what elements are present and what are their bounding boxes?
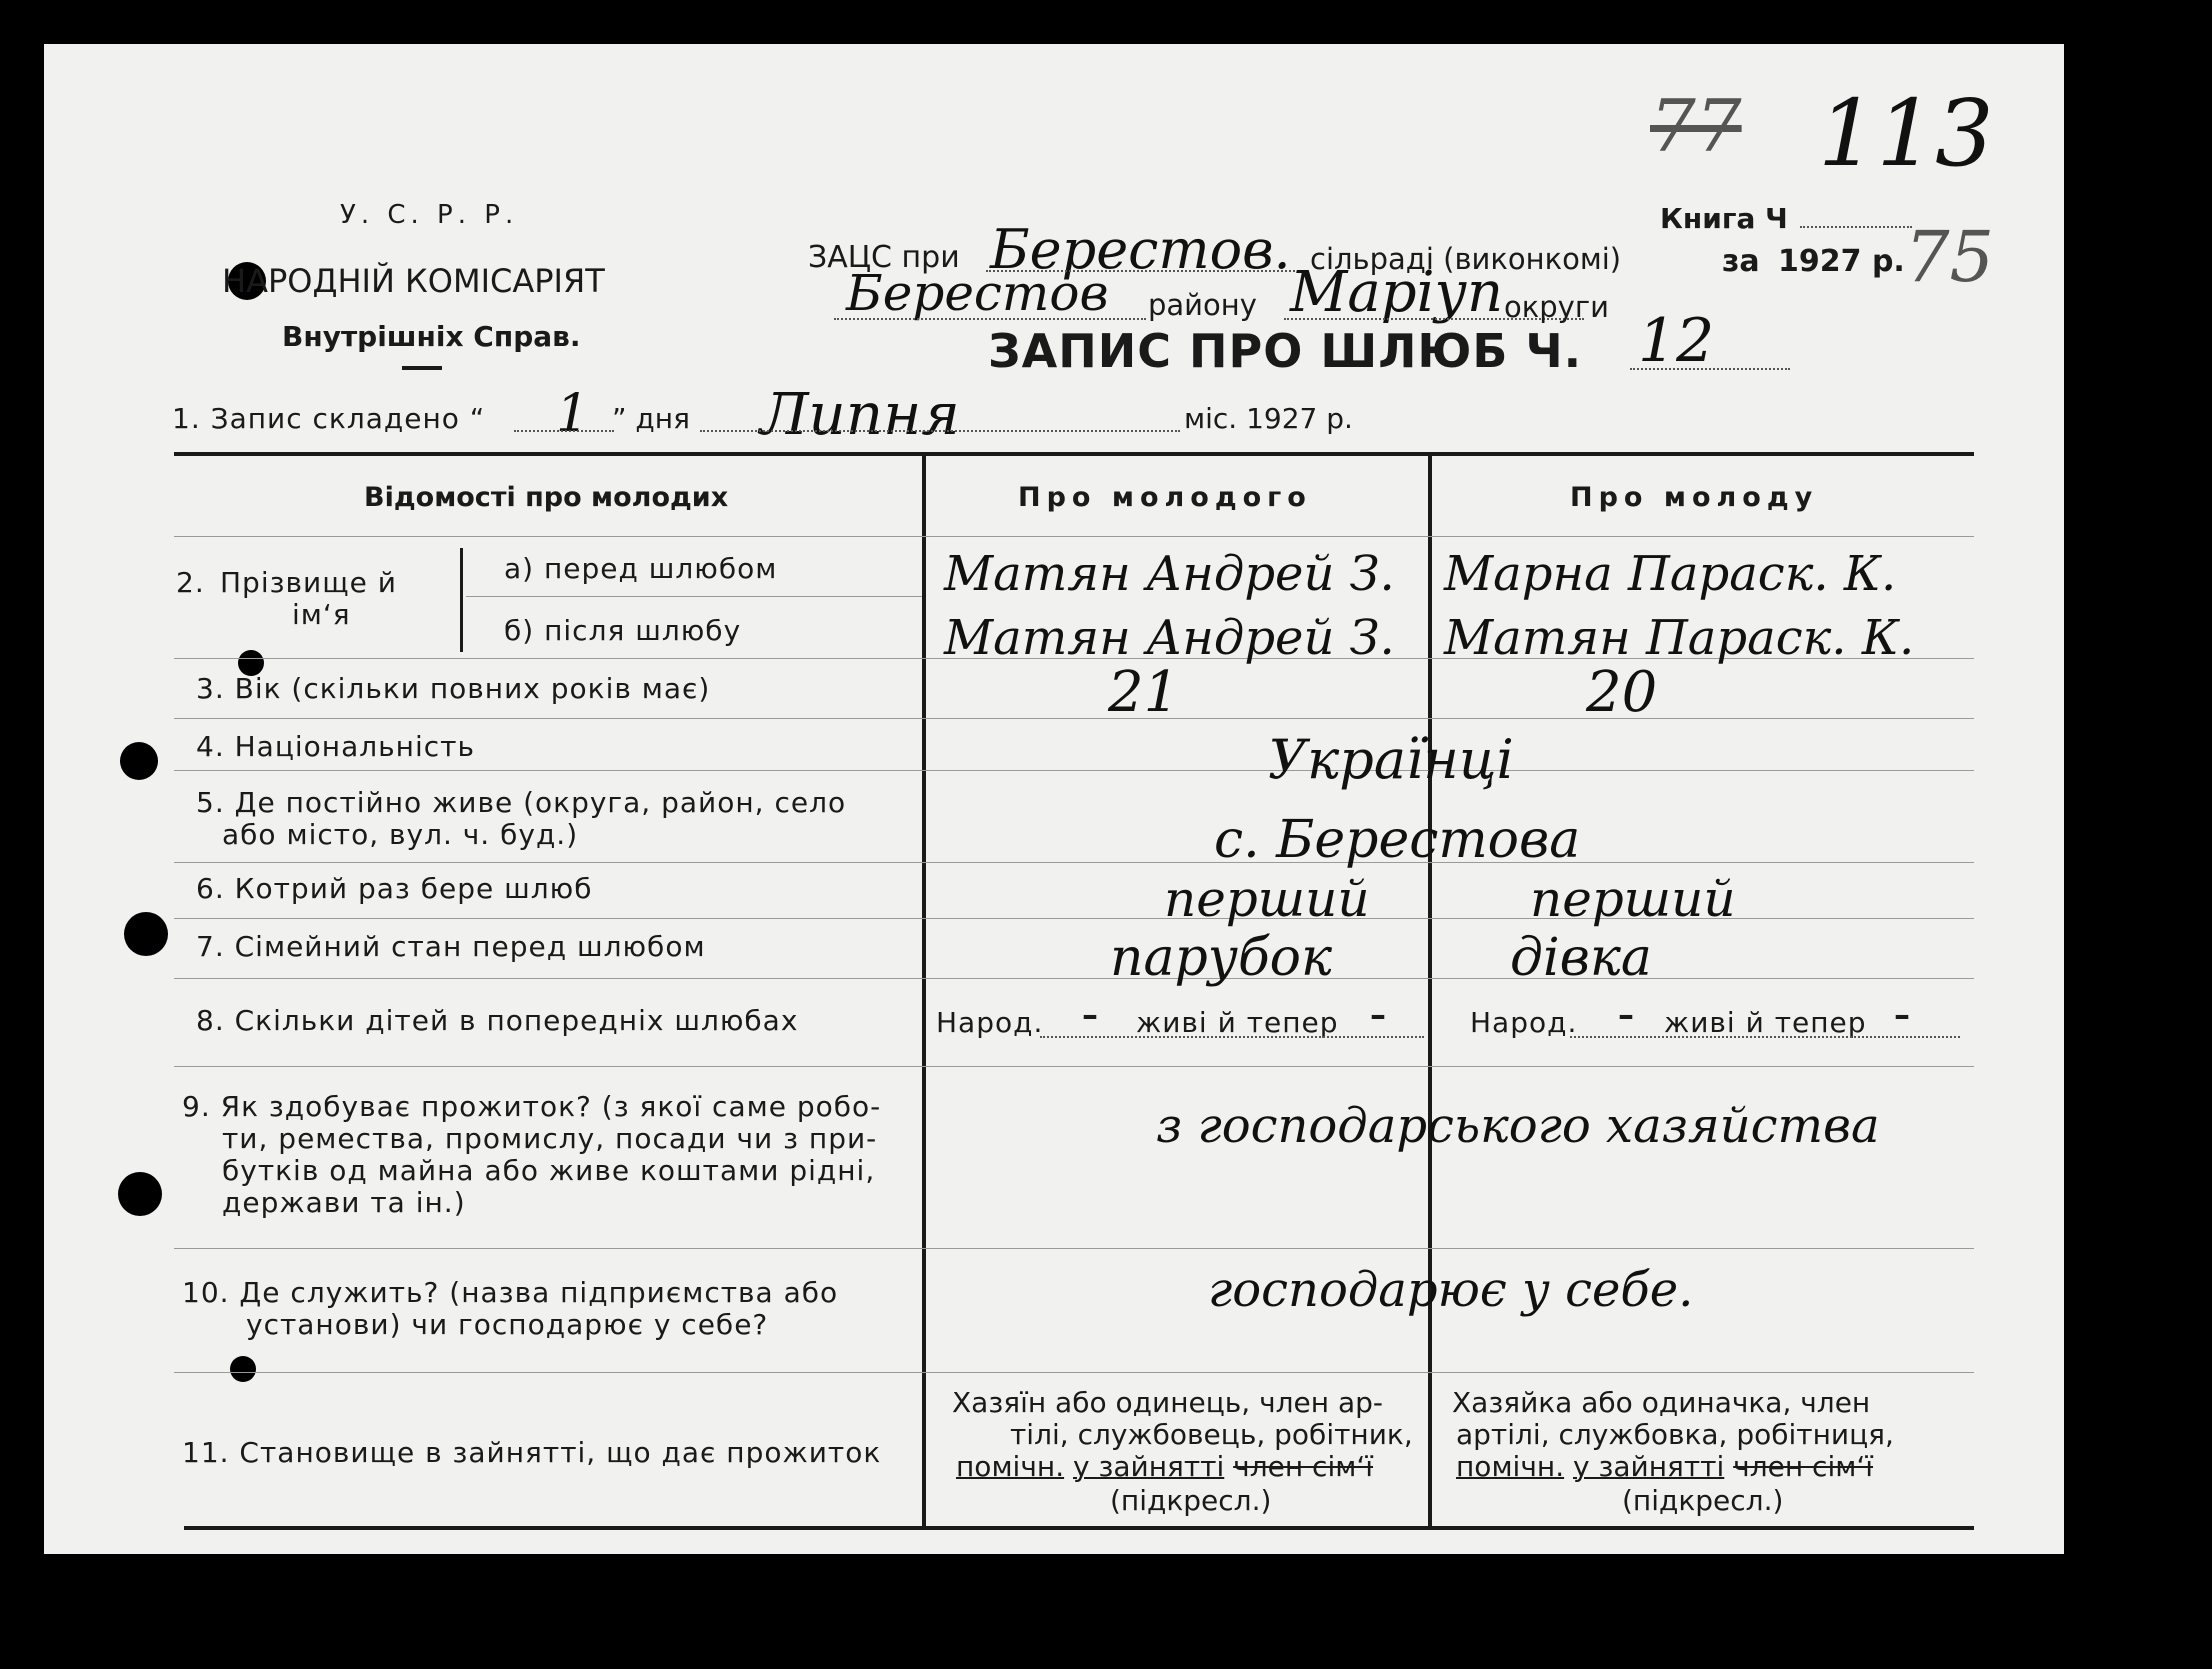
punch-hole: [230, 1356, 256, 1382]
row-separator: [174, 862, 1974, 863]
punch-hole: [118, 1172, 162, 1216]
row-7-label: 7. Сімейний стан перед шлюбом: [196, 930, 706, 963]
row-2-label-2: ім‘я: [292, 598, 351, 631]
row-5-label: 5. Де постійно живе (округа, район, село: [196, 786, 847, 819]
bride-name-after: Матян Параск. К.: [1444, 610, 1915, 666]
row-6-label: 6. Котрий раз бере шлюб: [196, 872, 593, 905]
row-separator: [174, 718, 1974, 719]
bride-children-alive-value: –: [1894, 996, 1910, 1034]
groom-occupation-line-3: [956, 1450, 1373, 1483]
council-label: сільраді (виконкомі): [1310, 242, 1622, 276]
bride-age: 20: [1586, 660, 1658, 725]
groom-occupation-line-1: Хазяїн або одинець, член ар-: [952, 1386, 1384, 1419]
row-separator: [466, 596, 922, 597]
row-separator: [174, 536, 1974, 537]
groom-children-line: [1040, 1036, 1424, 1038]
record-month-line: [700, 430, 1180, 432]
row-2-number: 2.: [176, 566, 205, 599]
year-label: 1927 р.: [1778, 244, 1905, 279]
bride-name-before: Марна Параск. К.: [1444, 546, 1897, 602]
row-10-label-2: установи) чи господарює у себе?: [246, 1308, 769, 1341]
table-bottom-border: [184, 1526, 1974, 1530]
record-day-label: ” дня: [612, 402, 690, 435]
groom-occupation-family: член сім‘ї: [1233, 1450, 1374, 1483]
archive-number: 113: [1818, 80, 1994, 187]
bride-occupation-line-2: артілі, службовка, робітниця,: [1456, 1418, 1894, 1451]
record-number-line: [1630, 368, 1790, 370]
bride-occupation-employed: у зайнятті: [1573, 1450, 1725, 1483]
bride-children-born-value: –: [1618, 996, 1634, 1034]
column-header-info: Відомості про молодих: [364, 482, 729, 513]
bride-children-line: [1570, 1036, 1960, 1038]
row-9-label: 9. Як здобуває прожиток? (з якої саме робо-: [182, 1090, 882, 1123]
okruga-value: Маріуп: [1290, 260, 1504, 325]
table-top-border: [174, 452, 1974, 456]
department-label: Внутрішніх Справ.: [282, 320, 581, 353]
bride-marriage-count: перший: [1530, 870, 1736, 928]
commissariat-label: НАРОДНІЙ КОМІСАРІЯТ: [222, 262, 605, 300]
nationality-value: Українці: [1268, 728, 1514, 791]
column-divider-2: [1428, 456, 1432, 1528]
punch-hole: [120, 742, 158, 780]
row-11-label: 11. Становище в зайнятті, що дає прожиток: [182, 1436, 882, 1469]
district-value: Берестов: [846, 264, 1109, 322]
bride-marital-status: дівка: [1510, 928, 1652, 988]
groom-children-alive-value: –: [1370, 996, 1386, 1034]
punch-hole: [124, 912, 168, 956]
income-source-value: з господарського хазяйства: [1156, 1098, 1880, 1154]
row-8-label: 8. Скільки дітей в попередніх шлюбах: [196, 1004, 799, 1037]
row-5-label-2: або місто, вул. ч. буд.): [222, 818, 579, 851]
record-month-value: Липня: [760, 380, 960, 448]
record-day-value: 1: [556, 384, 590, 444]
row-4-label: 4. Національність: [196, 730, 475, 763]
bride-occupation-line-3: [1456, 1450, 1873, 1483]
residence-value: с. Берестова: [1214, 810, 1581, 870]
groom-age: 21: [1108, 660, 1180, 725]
record-day-line: [514, 430, 614, 432]
row-9-label-2: ти, ремества, промислу, посади чи з при-: [222, 1122, 878, 1155]
service-value: господарює у себе.: [1208, 1262, 1694, 1318]
archive-number-side: 75: [1905, 216, 1995, 298]
header-divider: [402, 366, 442, 370]
row-2-bracket: [460, 548, 463, 652]
republic-label: У. С. Р. Р.: [340, 200, 519, 230]
column-header-groom: Про молодого: [1018, 482, 1312, 513]
column-divider-1: [922, 456, 926, 1528]
groom-occupation-line-2: тілі, службовець, робітник,: [1010, 1418, 1413, 1451]
groom-occupation-helper: помічн.: [956, 1450, 1065, 1483]
district-line: [834, 318, 1146, 320]
groom-occupation-note: (підкресл.): [1110, 1484, 1272, 1517]
bride-children-born-label: Народ.: [1470, 1006, 1578, 1039]
bride-occupation-note: (підкресл.): [1622, 1484, 1784, 1517]
district-label: району: [1148, 288, 1257, 322]
row-separator: [174, 978, 1974, 979]
archive-number-crossed: 77: [1650, 84, 1742, 168]
village-council-value: Берестов.: [990, 218, 1291, 281]
row-separator: [174, 1066, 1974, 1067]
row-2b-label: б) після шлюбу: [504, 614, 742, 647]
record-number: 12: [1638, 306, 1715, 376]
groom-children-alive-label: живі й тепер: [1136, 1006, 1339, 1039]
groom-marriage-count: перший: [1164, 870, 1370, 928]
groom-name-before: Матян Андрей З.: [944, 546, 1395, 602]
bride-occupation-helper: помічн.: [1456, 1450, 1565, 1483]
bride-occupation-family: член сім‘ї: [1733, 1450, 1874, 1483]
row-separator: [174, 1248, 1974, 1249]
row-separator: [174, 770, 1974, 771]
book-number-line: [1800, 226, 1912, 228]
groom-marital-status: парубок: [1110, 928, 1333, 988]
row-3-label: 3. Вік (скільки повних років має): [196, 672, 711, 705]
column-header-bride: Про молоду: [1570, 482, 1819, 513]
groom-occupation-employed: у зайнятті: [1073, 1450, 1225, 1483]
groom-children-born-value: –: [1082, 996, 1098, 1034]
zags-prefix: ЗАЦС при: [808, 240, 960, 275]
row-2a-label: а) перед шлюбом: [504, 552, 778, 585]
record-date-prefix: 1. Запис складено “: [172, 402, 486, 435]
year-prefix: за: [1722, 244, 1760, 279]
row-10-label: 10. Де служить? (назва підприємства або: [182, 1276, 839, 1309]
bride-occupation-line-1: Хазяйка або одиначка, член: [1452, 1386, 1871, 1419]
okruga-label: округи: [1504, 290, 1609, 324]
bride-children-alive-label: живі й тепер: [1664, 1006, 1867, 1039]
record-title: ЗАПИС ПРО ШЛЮБ Ч.: [988, 324, 1583, 378]
row-9-label-3: бутків од майна або живе коштами рідні,: [222, 1154, 876, 1187]
book-label: Книга Ч: [1660, 202, 1788, 235]
row-2-label: Прізвище й: [220, 566, 397, 599]
row-9-label-4: держави та ін.): [222, 1186, 466, 1219]
record-date-suffix: міс. 1927 р.: [1184, 402, 1353, 435]
groom-children-born-label: Народ.: [936, 1006, 1044, 1039]
groom-name-after: Матян Андрей З.: [944, 610, 1395, 666]
row-separator: [174, 1372, 1974, 1373]
